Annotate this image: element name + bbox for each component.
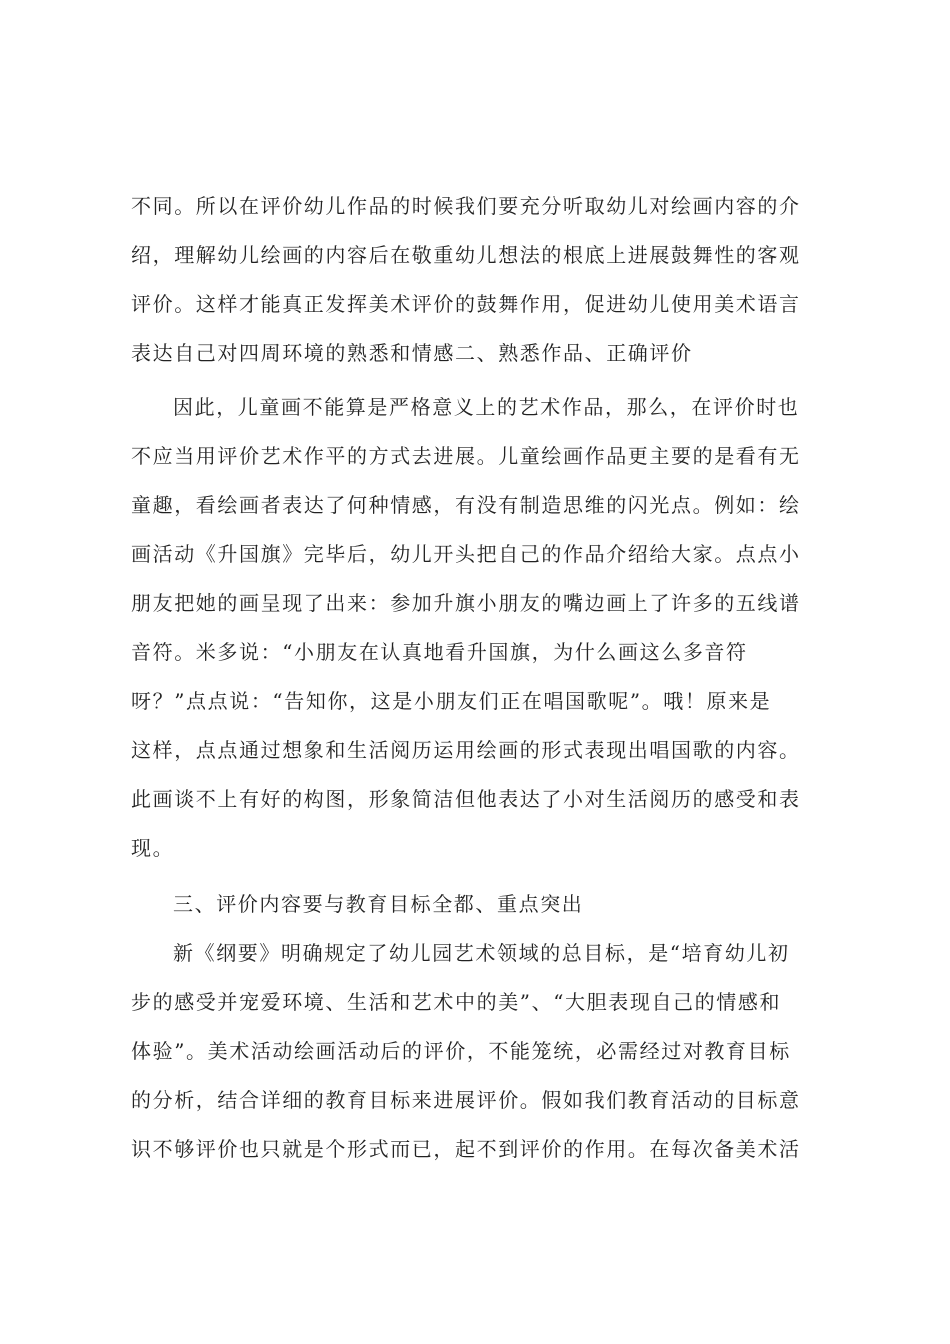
text-line: 体验”。美术活动绘画活动后的评价，不能笼统，必需经过对教育目标 <box>131 1039 791 1063</box>
text-line: 步的感受并宠爱环境、生活和艺术中的美”、“大胆表现自己的情感和 <box>131 990 782 1014</box>
text-line: 呀？”点点说：“告知你，这是小朋友们正在唱国歌呢”。哦！原来是 <box>131 689 772 713</box>
text-line: 的分析，结合详细的教育目标来进展评价。假如我们教育活动的目标意 <box>131 1088 801 1112</box>
text-line: 绍，理解幼儿绘画的内容后在敬重幼儿想法的根底上进展鼓舞性的客观 <box>131 243 801 267</box>
text-line: 童趣，看绘画者表达了何种情感，有没有制造思维的闪光点。例如：绘 <box>131 493 801 517</box>
text-line: 识不够评价也只就是个形式而已，起不到评价的作用。在每次备美术活 <box>131 1137 801 1161</box>
text-line: 不同。所以在评价幼儿作品的时候我们要充分听取幼儿对绘画内容的介 <box>131 194 801 218</box>
paragraph-3 <box>131 929 831 1174</box>
text-line: 此画谈不上有好的构图，形象简洁但他表达了小对生活阅历的感受和表 <box>131 787 801 811</box>
text-line: 现。 <box>131 836 175 860</box>
paragraph-2 <box>131 383 831 873</box>
heading-line: 三、评价内容要与教育目标全都、重点突出 <box>173 892 584 916</box>
section-heading <box>131 880 831 929</box>
paragraph-1 <box>131 182 831 378</box>
text-line: 音符。米多说：“小朋友在认真地看升国旗，为什么画这么多音符 <box>131 640 748 664</box>
text-line: 新《纲要》明确规定了幼儿园艺术领域的总目标，是“培育幼儿初 <box>173 941 790 965</box>
text-line: 评价。这样才能真正发挥美术评价的鼓舞作用，促进幼儿使用美术语言 <box>131 292 801 316</box>
text-line: 这样，点点通过想象和生活阅历运用绘画的形式表现出唱国歌的内容。 <box>131 738 801 762</box>
text-line: 因此，儿童画不能算是严格意义上的艺术作品，那么，在评价时也 <box>173 395 800 419</box>
text-line: 不应当用评价艺术作平的方式去进展。儿童绘画作品更主要的是看有无 <box>131 444 801 468</box>
text-line: 表达自己对四周环境的熟悉和情感二、熟悉作品、正确评价 <box>131 341 693 365</box>
text-line: 画活动《升国旗》完毕后，幼儿开头把自己的作品介绍给大家。点点小 <box>131 542 801 566</box>
text-line: 朋友把她的画呈现了出来：参加升旗小朋友的嘴边画上了许多的五线谱 <box>131 591 801 615</box>
